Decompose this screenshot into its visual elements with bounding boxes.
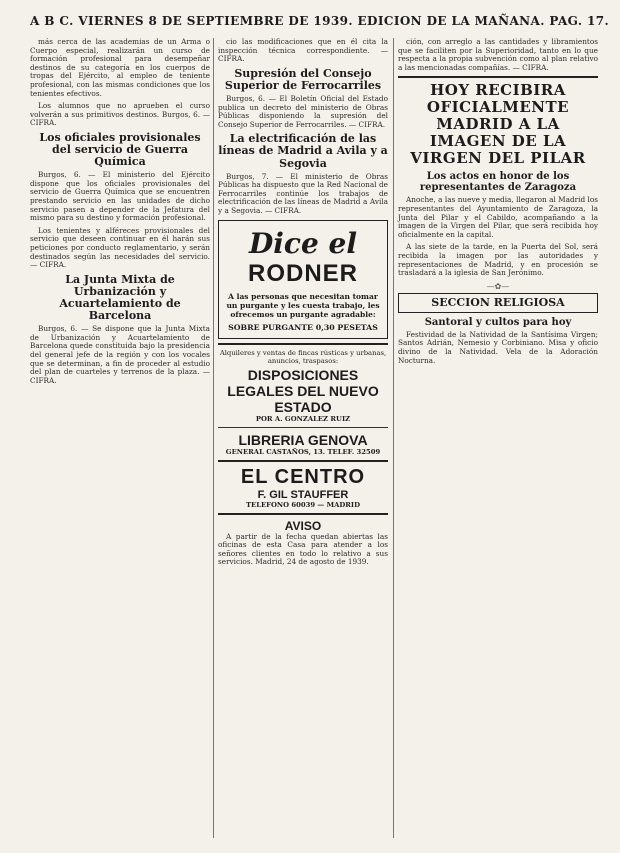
column-rule <box>393 38 394 838</box>
aviso-title: AVISO <box>284 518 322 533</box>
ad-phone: TELEFONO 60039 — MADRID <box>245 500 361 509</box>
divider <box>218 513 388 515</box>
article-text: Festividad de la Natividad de la Santísima Virgen; Santos Adrián, Nemesio y Corbiniano. Misa y oficio divino de la Natividad. Vela de la Adoración Nocturna. <box>398 329 598 365</box>
divider <box>218 460 388 462</box>
article-text: cio las modificaciones que en él cita la inspección técnica correspondiente. — CIFRA. <box>218 37 388 64</box>
ad-owner: F. GIL STAUFFER <box>257 488 349 501</box>
rodner-ad <box>218 220 388 339</box>
article-text: Burgos, 6. — Se dispone que la Junta Mixta de Urbanización y Acuartelamiento de Barcelona quede constituida bajo la presidencia del general jefe de la región y con los vocales que se determinan, a fin de proceder al estudio del plan de cuarteles y terrenos de la plaza. — CIFRA. <box>30 324 210 385</box>
subheadline: Los actos en honor de los representantes de Zaragoza <box>419 171 577 194</box>
article-text: Los alumnos que no aprueben el curso volverán a sus primitivos destinos. Burgos, 6. — CIFRA. <box>30 101 210 128</box>
divider <box>218 343 388 345</box>
divider <box>218 427 388 428</box>
aviso-text: A partir de la fecha quedan abiertas las oficinas de esta Casa para atender a los señores clientes en todo lo relativo a sus servicios. Madrid, 24 de agosto de 1939. <box>218 531 388 567</box>
headline: La Junta Mixta de Urbanización y Acuartelamiento de Barcelona <box>59 272 181 323</box>
headline: La electrificación de las líneas de Madrid a Avila y a Segovia <box>218 132 388 170</box>
column-rule <box>213 38 214 838</box>
headline: Los oficiales provisionales del servicio de Guerra Química <box>39 130 201 169</box>
article-text: Anoche, a las nueve y media, llegaron al Madrid los representantes del Ayuntamiento de Zaragoza, la Junta del Pilar y el Cabildo, acompañando a la imagen de la Virgen del Pilar, que será recibida hoy oficialmente en la capital. <box>398 195 598 239</box>
ad-logo-text: Dice el <box>249 226 357 260</box>
article-text: Burgos, 6. — El ministerio del Ejército dispone que los oficiales provisionales del servicio de Guerra Química que se encuentren prestando servicio en las unidades de dicho servicio pasen a depender de la Jefatura del mismo para su destino y formación profesional. <box>30 170 210 223</box>
ad-price: SOBRE PURGANTE 0,30 PESETAS <box>228 322 378 332</box>
ornament-icon: —✿— <box>486 281 510 291</box>
column-3 <box>398 38 598 369</box>
ad-text: A las personas que necesitan tomar un purgante y les cuesta trabajo, les ofrecemos un purgante agradable: <box>226 291 380 319</box>
ad-title: EL CENTRO <box>240 465 366 488</box>
divider <box>398 76 598 78</box>
article-text: Burgos, 7. — El ministerio de Obras Públicas ha dispuesto que la Red Nacional de Ferrocarriles continúe los trabajos de electrificación de las líneas de Madrid a Avila y a Segovia. — CIFRA. <box>218 171 388 215</box>
headline: Supresión del Consejo Superior de Ferrocarriles <box>224 66 382 92</box>
ad-logo-brand: RODNER <box>247 259 358 287</box>
column-2 <box>218 38 388 571</box>
ad-intro: Alquileres y ventas de fincas rústicas y urbanas, anuncios, traspasos: <box>219 348 387 365</box>
ad-title: LIBRERIA GENOVA <box>238 431 368 448</box>
page-masthead: A B C. VIERNES 8 DE SEPTIEMBRE DE 1939. EDICION DE LA MAÑANA. PAG. 17. <box>30 14 610 28</box>
article-text: ción, con arreglo a las cantidades y libramientos que se faciliten por la Superioridad, tanto en lo que respecta a la propia subvención como al plan relativo a las mencionadas compañías. — CIFRA. <box>398 37 598 72</box>
article-text: A las siete de la tarde, en la Puerta del Sol, será recibida la imagen por las autoridades y representaciones de Madrid, y en procesión se trasladará a la iglesia de San Jerónimo. <box>398 242 598 278</box>
ad-author: POR A. GONZALEZ RUIZ <box>255 414 351 423</box>
article-text: más cerca de las academias de un Arma o Cuerpo especial, realizarán un curso de formación profesional para desempeñar destinos de su categoría en los cuerpos de tropas del Ejército, al empleo de teniente profesional, con las mismas condiciones que los tenientes efectivos. <box>30 37 210 98</box>
article-text: Burgos, 6. — El Boletín Oficial del Estado publica un decreto del ministerio de Obras Públicas disponiendo la supresión del Consejo Superior de Ferrocarriles. — CIFRA. <box>218 93 388 129</box>
main-headline: HOY RECIBIRA OFICIALMENTE MADRID A LA IMAGEN DE LA VIRGEN DEL PILAR <box>410 81 586 168</box>
article-text: Los tenientes y alféreces provisionales del servicio que deseen continuar en él harán sus peticiones por conducto reglamentario, y serán destinados según las necesidades del servicio. — CIFRA. <box>30 225 210 270</box>
section-title: SECCION RELIGIOSA <box>431 295 565 309</box>
ad-subtitle: GENERAL CASTAÑOS, 13. TELEF. 32509 <box>225 447 381 456</box>
column-1 <box>30 38 210 389</box>
subheadline: Santoral y cultos para hoy <box>424 316 572 328</box>
ad-title: DISPOSICIONES LEGALES DEL NUEVO ESTADO <box>227 366 379 415</box>
religious-section-box <box>398 293 598 313</box>
